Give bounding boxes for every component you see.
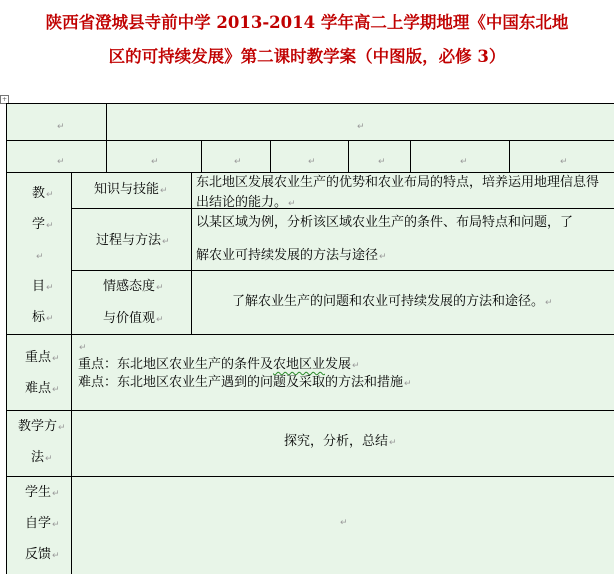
cell-mark[interactable]: ↵: [57, 122, 65, 132]
cell-mark[interactable]: ↵: [234, 157, 242, 167]
teaching-method-text[interactable]: 探究，分析，总结↵: [284, 434, 397, 449]
grammar-underlined-text: 农地区业: [273, 357, 326, 372]
goals-label-char: 标↵: [32, 310, 54, 325]
feedback-label-line-1: 学生↵: [25, 485, 60, 500]
title-line-2: 区的可持续发展》第二课时教学案（中图版，必修 3）: [108, 47, 506, 66]
goals-label-char: 目↵: [32, 279, 54, 294]
title-line-1: 陕西省澄城县寺前中学 2013-2014 学年高二上学期地理《中国东北地: [45, 13, 569, 32]
knowledge-skills-label: 知识与技能↵: [94, 182, 168, 197]
cell-mark[interactable]: ↵: [357, 122, 365, 132]
emotion-values-label-line-1: 情感态度↵: [103, 279, 164, 294]
cell-mark[interactable]: ↵: [560, 157, 568, 167]
cell-mark[interactable]: ↵: [308, 157, 316, 167]
difficult-points-label: 难点↵: [25, 381, 60, 396]
process-methods-text-line-1[interactable]: 以某区域为例，分析该区域农业生产的条件、布局特点和问题，了: [196, 215, 574, 230]
cell-mark[interactable]: ↵: [151, 157, 159, 167]
process-methods-label: 过程与方法↵: [96, 233, 170, 248]
feedback-label-line-2: 自学↵: [25, 516, 60, 531]
key-point-text[interactable]: 重点：东北地区农业生产的条件及农地区业发展↵: [78, 357, 360, 372]
emotion-values-label-line-2: 与价值观↵: [103, 311, 164, 326]
table-move-handle-icon[interactable]: +: [1, 96, 8, 103]
cell-mark[interactable]: ↵: [378, 157, 386, 167]
cell-mark: ↵: [36, 252, 44, 262]
cell-mark: ↵: [79, 343, 87, 353]
feedback-label-line-3: 反馈↵: [25, 547, 60, 562]
knowledge-skills-text[interactable]: 东北地区发展农业生产的优势和农业布局的特点，培养运用地理信息得出结论的能力。↵: [196, 175, 600, 210]
goals-label-char: 学↵: [32, 217, 54, 232]
difficult-point-text[interactable]: 难点：东北地区农业生产遇到的问题及采取的方法和措施↵: [78, 375, 412, 390]
goals-label-char: 教↵: [32, 186, 54, 201]
cell-mark[interactable]: ↵: [460, 157, 468, 167]
teaching-method-label-line-1: 教学方↵: [18, 419, 66, 434]
emotion-values-text[interactable]: 了解农业生产的问题和农业可持续发展的方法和途径。↵: [232, 294, 553, 309]
key-points-label: 重点↵: [25, 350, 60, 365]
cell-mark[interactable]: ↵: [57, 157, 65, 167]
teaching-method-label-line-2: 法↵: [31, 450, 53, 465]
feedback-content-cell[interactable]: ↵: [340, 518, 348, 528]
process-methods-text-line-2[interactable]: 解农业可持续发展的方法与途径↵: [196, 248, 387, 263]
